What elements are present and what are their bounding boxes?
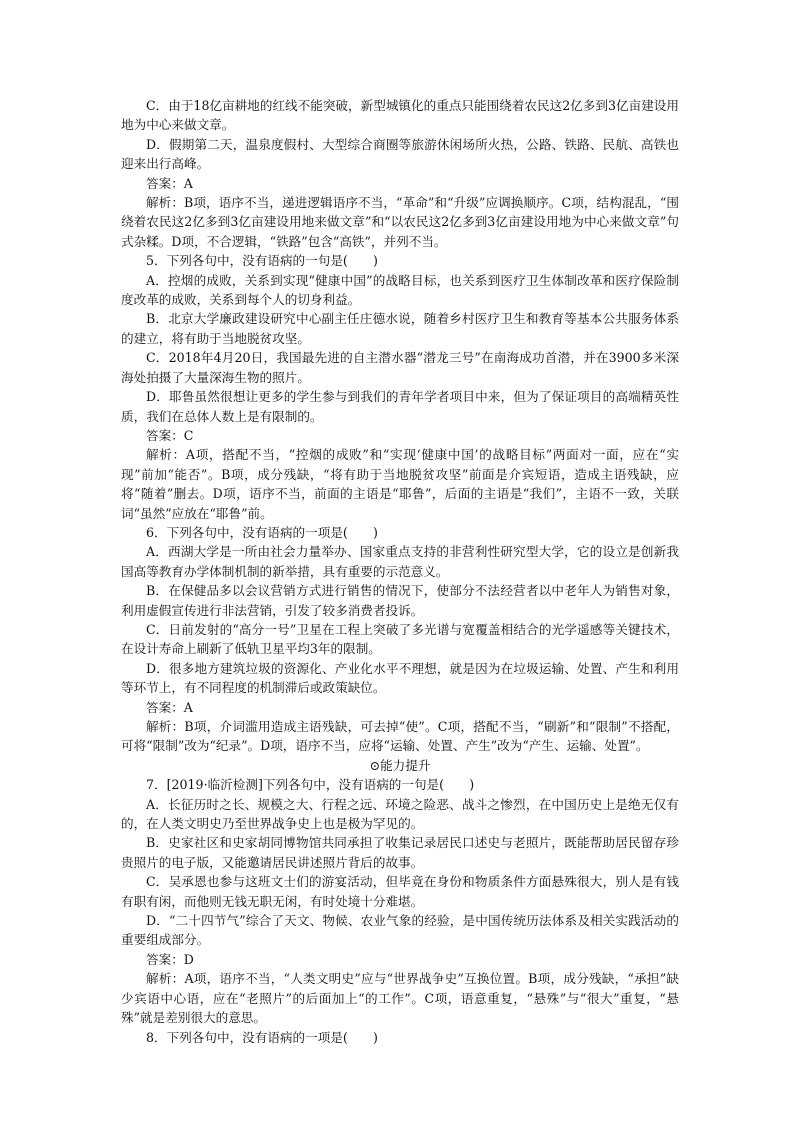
option-c-text: C．由于18亿亩耕地的红线不能突破，新型城镇化的重点只能围绕着农民这2亿多到3亿亩建设用地为中心来做文章。	[121, 98, 679, 133]
question-8-stem: 8．下列各句中，没有语病的一项是( )	[146, 1029, 378, 1045]
question-6-option-b: B．在保健品多以会议营销方式进行销售的情况下，使部分不法经营者以中老年人为销售对象，利用虚假宣传进行非法营销，引发了较多消费者投诉。	[121, 583, 679, 618]
question-5-option-c: C．2018年4月20日，我国最先进的自主潜水器“潜龙三号”在南海成功首潜，并在3900多米深海处拍摄了大量深海生物的照片。	[121, 350, 679, 385]
question-6-option-c: C．日前发射的“高分一号”卫星在工程上突破了多光谱与宽覆盖相结合的光学遥感等关键技术，在设计寿命上刷新了低轨卫星平均3年的限制。	[121, 621, 679, 657]
document-page	[121, 96, 679, 1047]
question-5-option-b: B．北京大学廉政建设研究中心副主任庄德水说，随着乡村医疗卫生和教育等基本公共服务体系的建立，将有助于当地脱贫攻坚。	[121, 311, 679, 346]
question-6-option-d: D．很多地方建筑垃圾的资源化、产业化水平不理想，就是因为在垃圾运输、处置、产生和利用等环节上，有不同程度的机制滞后或政策缺位。	[121, 660, 679, 696]
option-d-text: D．假期第二天，温泉度假村、大型综合商圈等旅游休闲场所火热，公路、铁路、民航、高铁也迎来出行高峰。	[121, 136, 679, 172]
question-6-analysis: 解析：B项，介词滥用造成主语残缺，可去掉“使”。C项，搭配不当，“刷新”和“限制”不搭配，可将“限制”改为“纪录”。D项，语序不当，应将“运输、处置、产生”改为“产生、运输、处置”。	[121, 719, 679, 754]
question-7-answer: 答案：D	[146, 951, 194, 967]
section-heading: ⊙能力提升	[369, 757, 431, 773]
question-7-option-b: B．史家社区和史家胡同博物馆共同承担了收集记录居民口述史与老照片，既能帮助居民留存珍贵照片的电子版，又能邀请居民讲述照片背后的故事。	[121, 835, 679, 870]
question-5-option-d: D．耶鲁虽然很想让更多的学生参与到我们的青年学者项目中来，但为了保证项目的高端精英性质，我们在总体人数上是有限制的。	[121, 389, 679, 424]
question-7-stem: 7．[2019·临沂检测]下列各句中，没有语病的一句是( )	[146, 777, 475, 793]
question-5-stem: 5．下列各句中，没有语病的一句是( )	[146, 253, 378, 269]
question-5-analysis: 解析：A项，搭配不当，“控烟的成败”和“实现‘健康中国’的战略目标”两面对一面，应在“实现”前加“能否”。B项，成分残缺，“将有助于当地脱贫攻坚”前面是介宾短语，造成主语残缺，应将“随着”删去。D项，语序不当，前面的主语是“耶鲁”，后面的主语是“我们”，主语不一致，关联词“虽然”应放在“耶鲁”前。	[121, 447, 679, 521]
question-5-answer: 答案：C	[146, 427, 194, 443]
question-6-answer: 答案：A	[146, 699, 193, 715]
analysis-paragraph: 解析：B项，语序不当，递进逻辑语序不当，“革命”和“升级”应调换顺序。C项，结构混乱，“围绕着农民这2亿多到3亿亩建设用地来做文章”和“以农民这2亿多到3亿亩建设用地为中心来做文章”句式杂糅。D项，不合逻辑，“铁路”包含“高铁”，并列不当。	[121, 195, 679, 249]
question-6-stem: 6．下列各句中，没有语病的一项是( )	[146, 524, 378, 540]
question-7-option-a: A．长征历时之长、规模之大、行程之远、环境之险恶、战斗之惨烈，在中国历史上是绝无仅有的，在人类文明史乃至世界战争史上也是极为罕见的。	[121, 796, 679, 832]
question-5-option-a: A．控烟的成败，关系到实现“健康中国”的战略目标，也关系到医疗卫生体制改革和医疗保险制度改革的成败，关系到每个人的切身利益。	[121, 272, 679, 308]
question-7-option-d: D．“二十四节气”综合了天文、物候、农业气象的经验，是中国传统历法体系及相关实践活动的重要组成部分。	[121, 913, 679, 948]
answer-line: 答案：A	[146, 175, 193, 191]
question-6-option-a: A．西湖大学是一所由社会力量举办、国家重点支持的非营利性研究型大学，它的设立是创新我国高等教育办学体制机制的新举措，具有重要的示范意义。	[121, 544, 679, 579]
question-7-option-c: C．吴承恩也参与这班文士们的游宴活动，但毕竟在身份和物质条件方面悬殊很大，别人是有钱有职有闲，而他则无钱无职无闲，有时处境十分难堪。	[121, 874, 679, 909]
question-7-analysis: 解析：A项，语序不当，“人类文明史”应与“世界战争史”互换位置。B项，成分残缺，“承担”缺少宾语中心语，应在“老照片”的后面加上“的工作”。C项，语意重复，“悬殊”与“很大”重复，“悬殊”就是差别很大的意思。	[121, 971, 679, 1026]
